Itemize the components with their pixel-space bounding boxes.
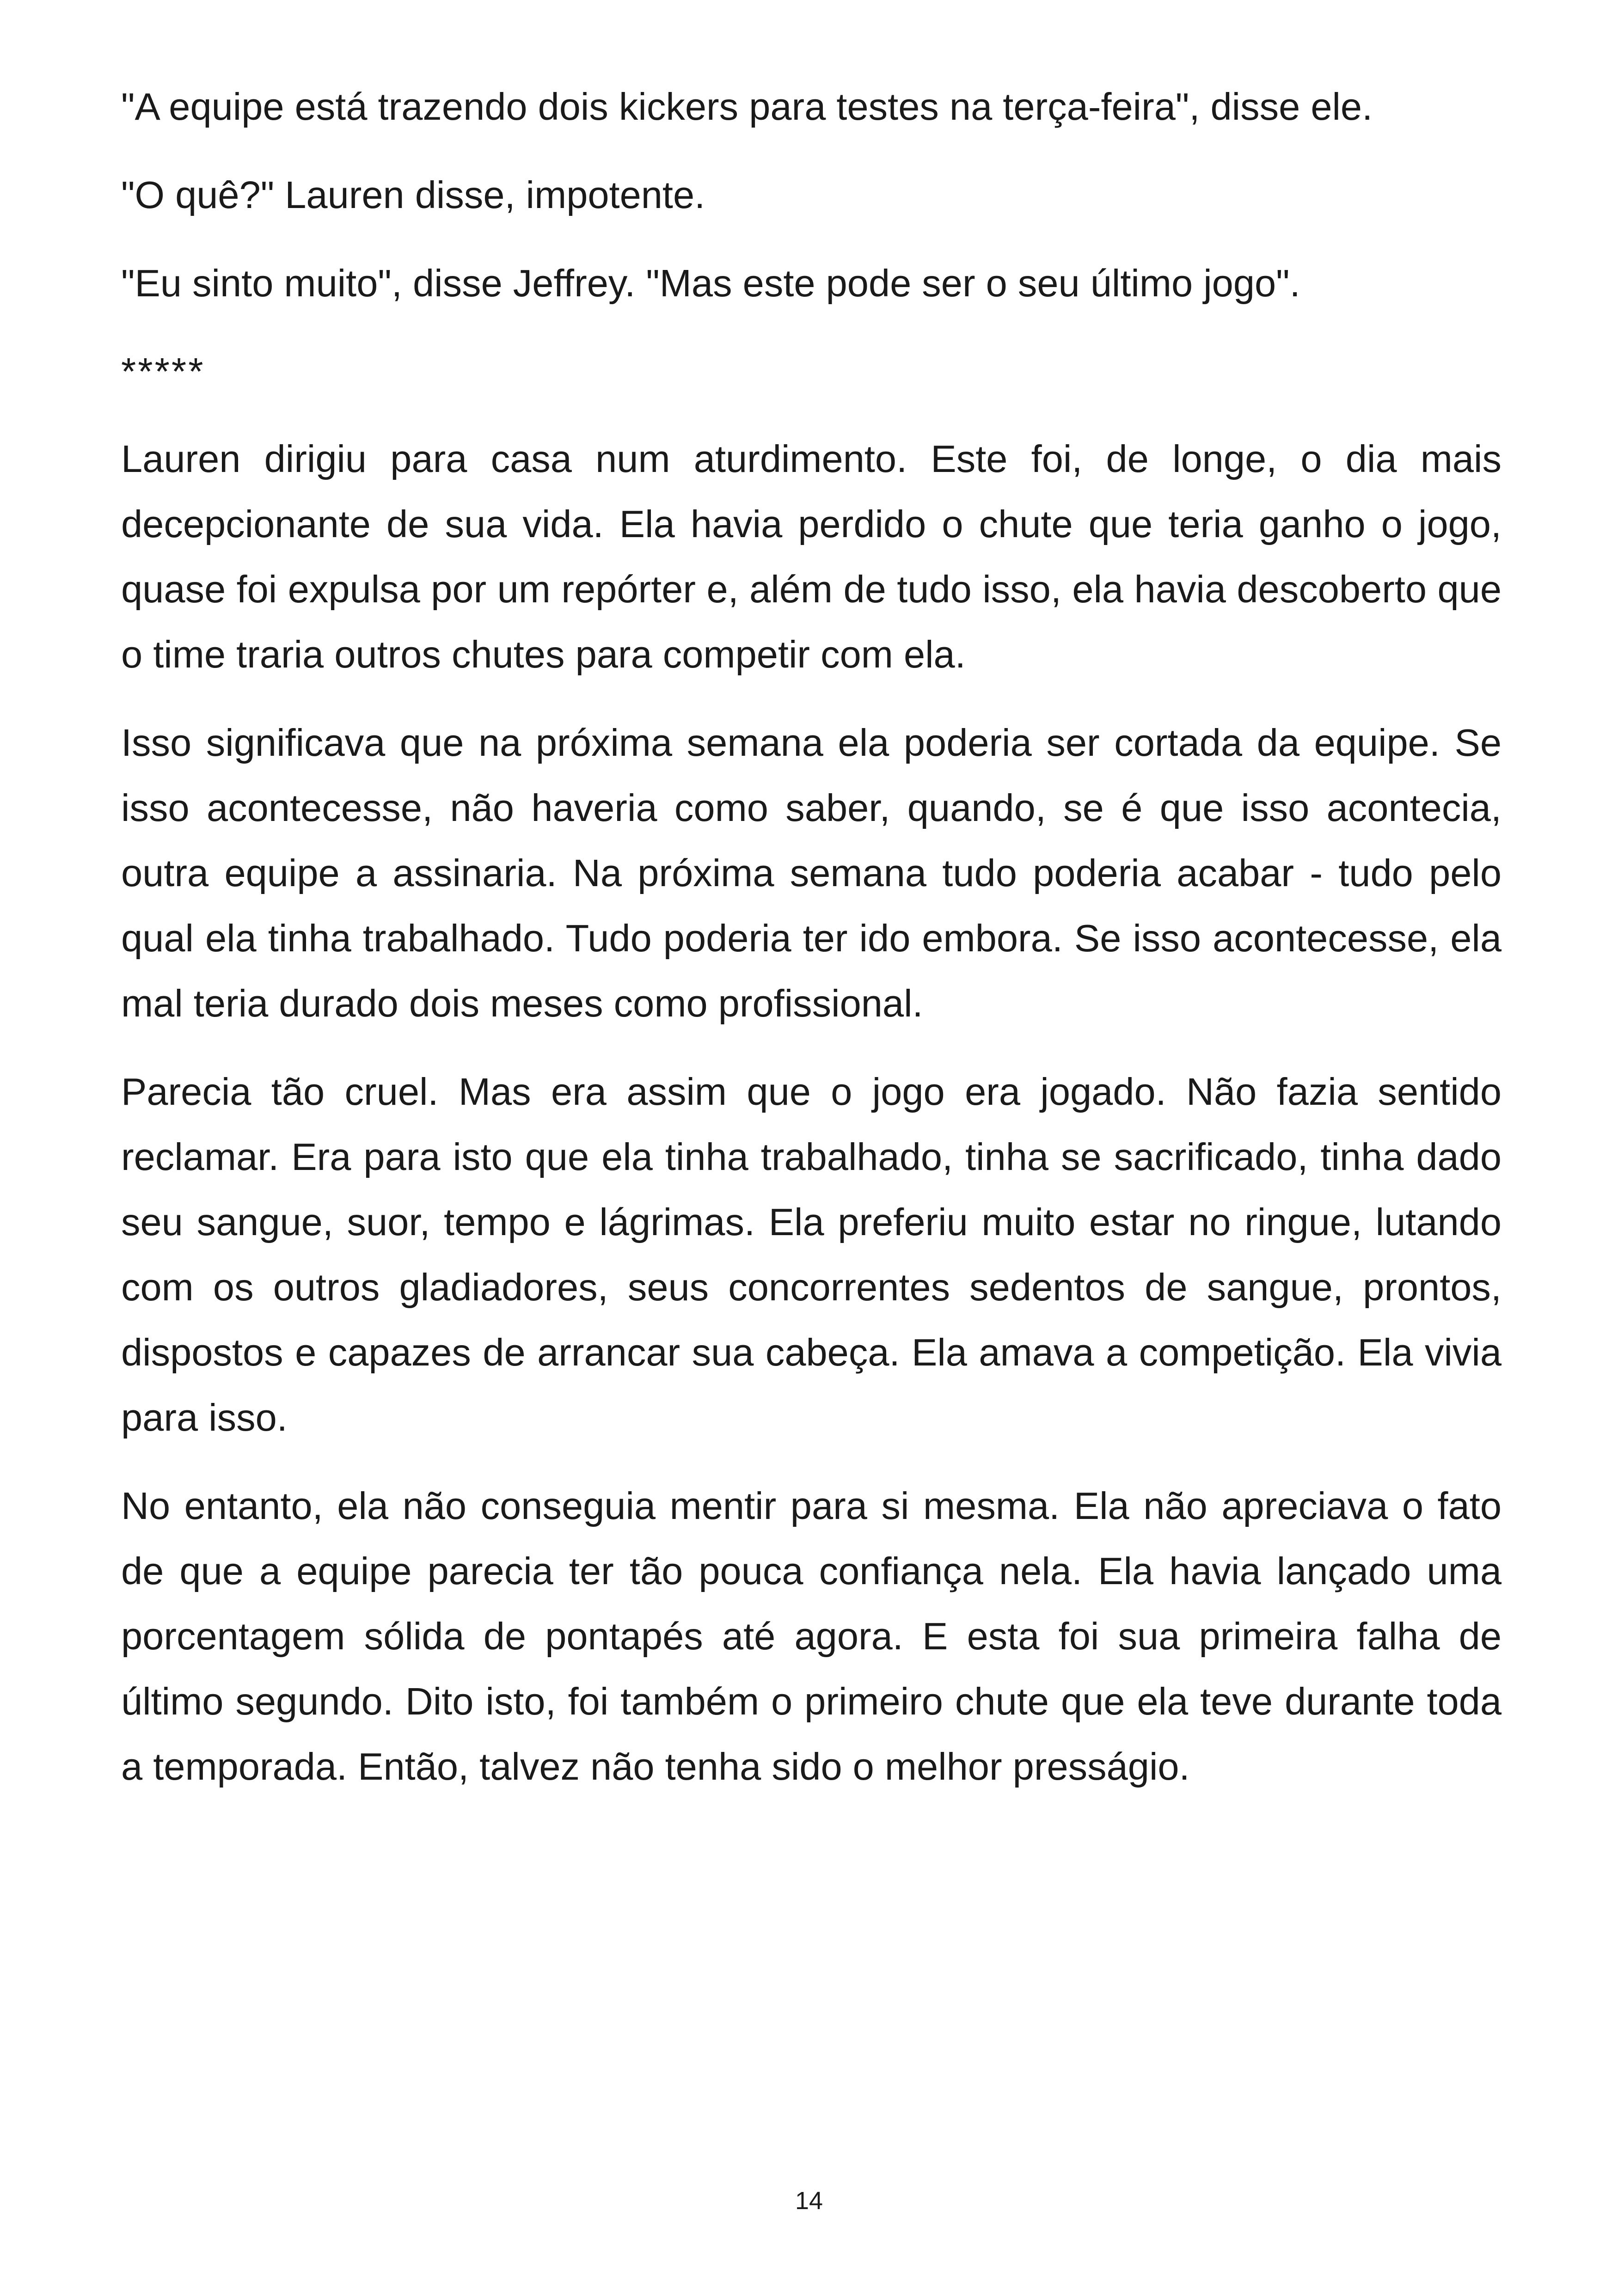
paragraph-dirigiu: Lauren dirigiu para casa num aturdimento. Este foi, de longe, o dia mais decepcionante de sua vida. Ela havia perdido o chute que teria ganho o jogo, quase foi expulsa por um repórter e, além de tudo isso, ela havia descoberto que o time traria outros chutes para competir com ela. <box>121 437 1502 676</box>
body-text <box>121 74 1502 1822</box>
paragraph-o-que: "O quê?" Lauren disse, impotente. <box>121 173 705 216</box>
page-number: 14 <box>795 2187 823 2215</box>
paragraph-cruel: Parecia tão cruel. Mas era assim que o jogo era jogado. Não fazia sentido reclamar. Era para isto que ela tinha trabalhado, tinha se sacrificado, tinha dado seu sangue, suor, tempo e lágrimas. Ela preferiu muito estar no ringue, lutando com os outros gladiadores, seus concorrentes sedentos de sangue, prontos, dispostos e capazes de arrancar sua cabeça. Ela amava a competição. Ela vivia para isso. <box>121 1070 1502 1439</box>
paragraph-sinto-muito: "Eu sinto muito", disse Jeffrey. "Mas este pode ser o seu último jogo". <box>121 262 1300 305</box>
paragraph-no-entanto: No entanto, ela não conseguia mentir para si mesma. Ela não apreciava o fato de que a equipe parecia ter tão pouca confiança nela. Ela havia lançado uma porcentagem sólida de pontapés até agora. E esta foi sua primeira falha de último segundo. Dito isto, foi também o primeiro chute que ela teve durante toda a temporada. Então, talvez não tenha sido o melhor presságio. <box>121 1484 1502 1788</box>
paragraph-kickers: "A equipe está trazendo dois kickers para testes na terça-feira", disse ele. <box>121 85 1373 128</box>
paragraph-significava: Isso significava que na próxima semana ela poderia ser cortada da equipe. Se isso acontecesse, não haveria como saber, quando, se é que isso acontecia, outra equipe a assinaria. Na próxima semana tudo poderia acabar - tudo pelo qual ela tinha trabalhado. Tudo poderia ter ido embora. Se isso acontecesse, ela mal teria durado dois meses como profissional. <box>121 721 1502 1025</box>
scene-break: ***** <box>121 350 205 393</box>
